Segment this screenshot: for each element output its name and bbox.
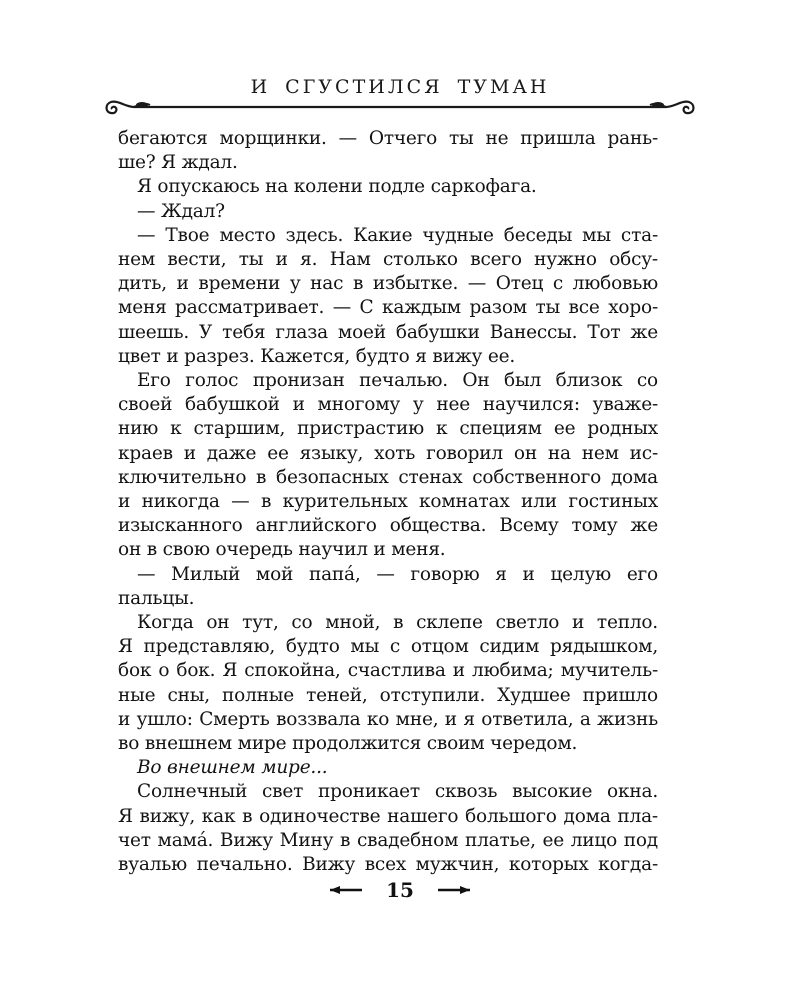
text-line: во внешнем мире продолжится своим чередом. [118, 733, 578, 755]
text-line: ключительно в безопасных стенах собственного дома [118, 466, 658, 488]
text-line: — Ждал? [137, 200, 225, 222]
text-line: он в свою очередь научил и меня. [118, 539, 446, 561]
text-line: Я вижу, как в одиночестве нашего большого дома пла- [118, 805, 658, 827]
text-line: изысканного английского общества. Всему тому же [118, 515, 658, 537]
text-line: краев и даже ее языку, хоть говорил он на нем ис- [118, 442, 658, 464]
running-head: И СГУСТИЛСЯ ТУМАН [250, 76, 550, 98]
text-line: ные сны, полные теней, отступили. Худшее пришло [118, 684, 658, 706]
text-line: цвет и разрез. Кажется, будто я вижу ее. [118, 345, 516, 367]
page-number: 15 [386, 878, 414, 902]
text-line: Солнечный свет проникает сквозь высокие окна. [137, 781, 658, 803]
text-line: ше? Я ждал. [118, 152, 238, 174]
text-line: своей бабушкой и многому у нее научился: уваже- [118, 394, 658, 416]
text-line: Его голос пронизан печалью. Он был близок со [137, 370, 658, 392]
text-line: бок о бок. Я спокойна, счастлива и любима; мучитель- [118, 660, 658, 682]
text-line: бегаются морщинки. — Отчего ты не пришла рань- [118, 128, 658, 149]
italic-line: Во внешнем мире... [137, 757, 328, 779]
text-line: нию к старшим, пристрастию к специям ее родных [118, 418, 658, 440]
text-line: и ушло: Смерть воззвала ко мне, и я ответила, а жизнь [118, 708, 658, 730]
text-line: и никогда — в курительных комнатах или гостиных [118, 491, 658, 513]
text-line: шеешь. У тебя глаза моей бабушки Ванессы. Тот же [118, 321, 658, 343]
text-line: нем вести, ты и я. Нам столько всего нужно обсу- [118, 249, 658, 271]
text-line: пальцы. [118, 587, 195, 609]
folio [300, 878, 500, 902]
text-line: вуалью печально. Вижу всех мужчин, которых когда- [118, 854, 658, 876]
text-line: Я опускаюсь на колени подле саркофага. [137, 176, 537, 198]
text-line: — Милый мой папá, — говорю я и целую его [137, 563, 658, 585]
text-line: Когда он тут, со мной, в склепе светло и тепло. [137, 612, 658, 634]
text-line: чет мамá. Вижу Мину в свадебном платье, ее лицо под [118, 829, 658, 851]
text-line: дить, и времени у нас в избытке. — Отец с любовью [118, 273, 658, 295]
body-text [118, 127, 658, 877]
text-line: — Твое место здесь. Какие чудные беседы мы ста- [137, 224, 658, 246]
scroll-flourish-divider-icon [104, 94, 696, 120]
text-line: меня рассматривает. — С каждым разом ты все хоро- [118, 297, 658, 319]
text-line: Я представляю, будто мы с отцом сидим рядышком, [118, 636, 658, 658]
